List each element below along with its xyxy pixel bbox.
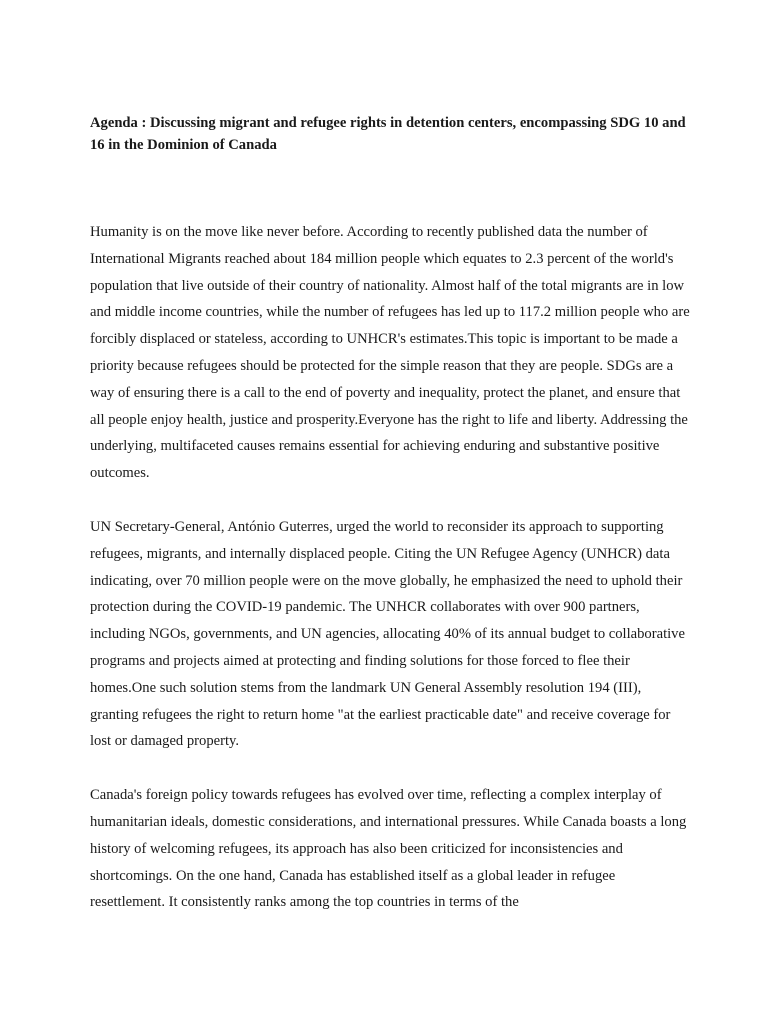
- paragraph-un-secretary-general: UN Secretary-General, António Guterres, urged the world to reconsider its approach to supporting refugees, migrants, and internally displaced people. Citing the UN Refugee Agency (UNHCR) data indicating, over 70 million people were on the move globally, he emphasized the need to uphold their protection during the COVID-19 pandemic. The UNHCR collaborates with over 900 partners, including NGOs, governments, and UN agencies, allocating 40% of its annual budget to collaborative programs and projects aimed at protecting and finding solutions for those forced to flee their homes.One such solution stems from the landmark UN General Assembly resolution 194 (III), granting refugees the right to return home "at the earliest practicable date" and receive coverage for lost or damaged property.: [90, 518, 685, 750]
- document-body: [90, 219, 690, 943]
- paragraph-canada-foreign-policy: Canada's foreign policy towards refugees has evolved over time, reflecting a complex interplay of humanitarian ideals, domestic considerations, and international pressures. While Canada boasts a long history of welcoming refugees, its approach has also been criticized for inconsistencies and shortcomings. On the one hand, Canada has established itself as a global leader in refugee resettlement. It consistently ranks among the top countries in terms of the: [90, 787, 687, 911]
- paragraph-migration-overview: Humanity is on the move like never before. According to recently published data the number of International Migrants reached about 184 million people which equates to 2.3 percent of the world's population that live outside of their country of nationality. Almost half of the total migrants are in low and middle income countries, while the number of refugees has led up to 117.2 million people who are forcibly displaced or stateless, according to UNHCR's estimates.This topic is important to be made a priority because refugees should be protected for the simple reason that they are people. SDGs are a way of ensuring there is a call to the end of poverty and inequality, protect the planet, and ensure that all people enjoy health, justice and prosperity.Everyone has the right to life and liberty. Addressing the underlying, multifaceted causes remains essential for achieving enduring and substantive positive outcomes.: [90, 224, 690, 482]
- agenda-heading: Agenda : Discussing migrant and refugee rights in detention centers, encompassing SDG 10 and 16 in the Dominion of Canada: [90, 115, 686, 153]
